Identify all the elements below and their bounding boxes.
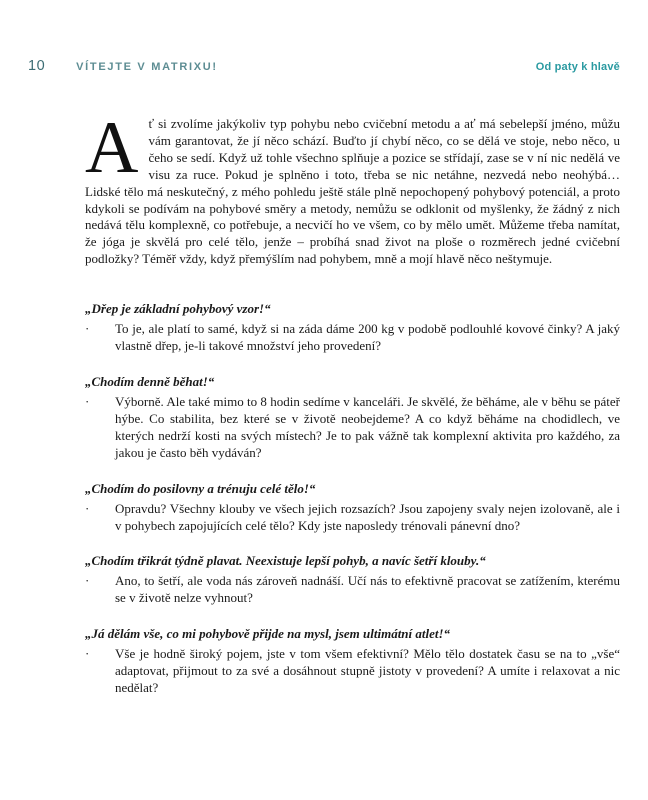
page-header <box>28 58 620 74</box>
intro-paragraph <box>85 107 620 268</box>
chapter-title: Od paty k hlavě <box>535 61 620 73</box>
bullet-marker: · <box>85 500 90 516</box>
bullet-marker: · <box>85 321 90 337</box>
quote-heading: „Chodím denně běhat!“ <box>85 373 215 389</box>
answer-item <box>85 646 620 697</box>
quote-section-gym <box>85 480 620 535</box>
answer-item <box>85 501 620 535</box>
answer-text: Ano, to šetří, ale voda nás zároveň nadnáší. Učí nás to efektivně pracovat se zatížením, kterému se v životě nelze vyhnout? <box>115 573 620 606</box>
answer-text: Vše je hodně široký pojem, jste v tom všem efektivní? Mělo tělo dostatek času se na to „vše“ adaptovat, přijmout to za své a dosáhnout stupně jistoty v provedení? A umíte i relaxovat a nic nedělat? <box>115 646 620 696</box>
quote-heading: „Chodím třikrát týdně plavat. Neexistuje lepší pohyb, a navíc šetří klouby.“ <box>85 553 486 569</box>
quote-section-ultimate-athlete <box>85 625 620 697</box>
quote-heading: „Já dělám vše, co mi pohybově přijde na mysl, jsem ultimátní atlet!“ <box>85 626 451 642</box>
quote-heading: „Dřep je základní pohybový vzor!“ <box>85 301 271 317</box>
quote-heading: „Chodím do posilovny a trénuju celé tělo!“ <box>85 480 316 496</box>
answer-text: Opravdu? Všechny klouby ve všech jejich rozsazích? Jsou zapojeny svaly nejen izolovaně, ale i v pohybech zapojujících celé tělo? Kdy jste naposledy trénovali pánevní dno? <box>115 500 620 533</box>
intro-text: ť si zvolíme jakýkoliv typ pohybu nebo cvičební metodu a ať má sebelepší jméno, můžu vám garantovat, že jí něco schází. Buďto jí chybí něco, co se dělá ve stoje, nebo něco, u čeho se sedí. Když už tohle všechno splňuje a pozice se střídají, zase se v ní nic nedělá ve visu za ruce. Pokud je splněno i toto, třeba se nic netáhne, nezvedá nebo neohýbá… Lidské tělo má neskutečný, z mého pohledu ještě stále plně nepochopený pohybový potenciál, a proto kdykoli se podívám na pohybové směry a metody, nemůžu se odklonit od myšlenky, že žádný z nich nedává tělu komplexně, co potřebuje, a necvičí ho ve všem, co by mělo umět. Můžeme třeba namítat, že jóga je skvělá pro celé tělo, jenže – probíhá snad život na ploše o rozměrech jedné cvičební podložky? Téměř vždy, když přemýšlím nad pohybem, mně a mojí hlavě něco neštymuje. <box>85 116 620 267</box>
page-number: 10 <box>28 58 46 74</box>
answer-item <box>85 321 620 355</box>
bullet-marker: · <box>85 646 90 662</box>
bullet-marker: · <box>85 573 90 589</box>
quote-section-running <box>85 373 620 462</box>
running-title: VÍTEJTE V MATRIXU! <box>76 61 218 73</box>
quote-section-squat <box>85 300 620 355</box>
quote-section-swimming <box>85 552 620 607</box>
answer-text: To je, ale platí to samé, když si na záda dáme 200 kg v podobě podlouhlé kovové činky? A jaký vlastně dřep, je-li takové množství jeho provedení? <box>115 321 620 354</box>
page-content <box>85 107 620 715</box>
answer-text: Výborně. Ale také mimo to 8 hodin sedíme v kanceláři. Je skvělé, že běháme, ale v běhu se páteř hýbe. Co stabilita, bez které se v životě neobejdeme? A co když běháme na chodidlech, ve kterých nedrží kosti na svých místech? Je to pak vážně tak komplexní aktivita pro každého, za jakou je často běh vydáván? <box>115 393 620 460</box>
answer-item <box>85 573 620 607</box>
drop-cap: A <box>85 107 139 189</box>
bullet-marker: · <box>85 393 90 409</box>
answer-item <box>85 394 620 462</box>
